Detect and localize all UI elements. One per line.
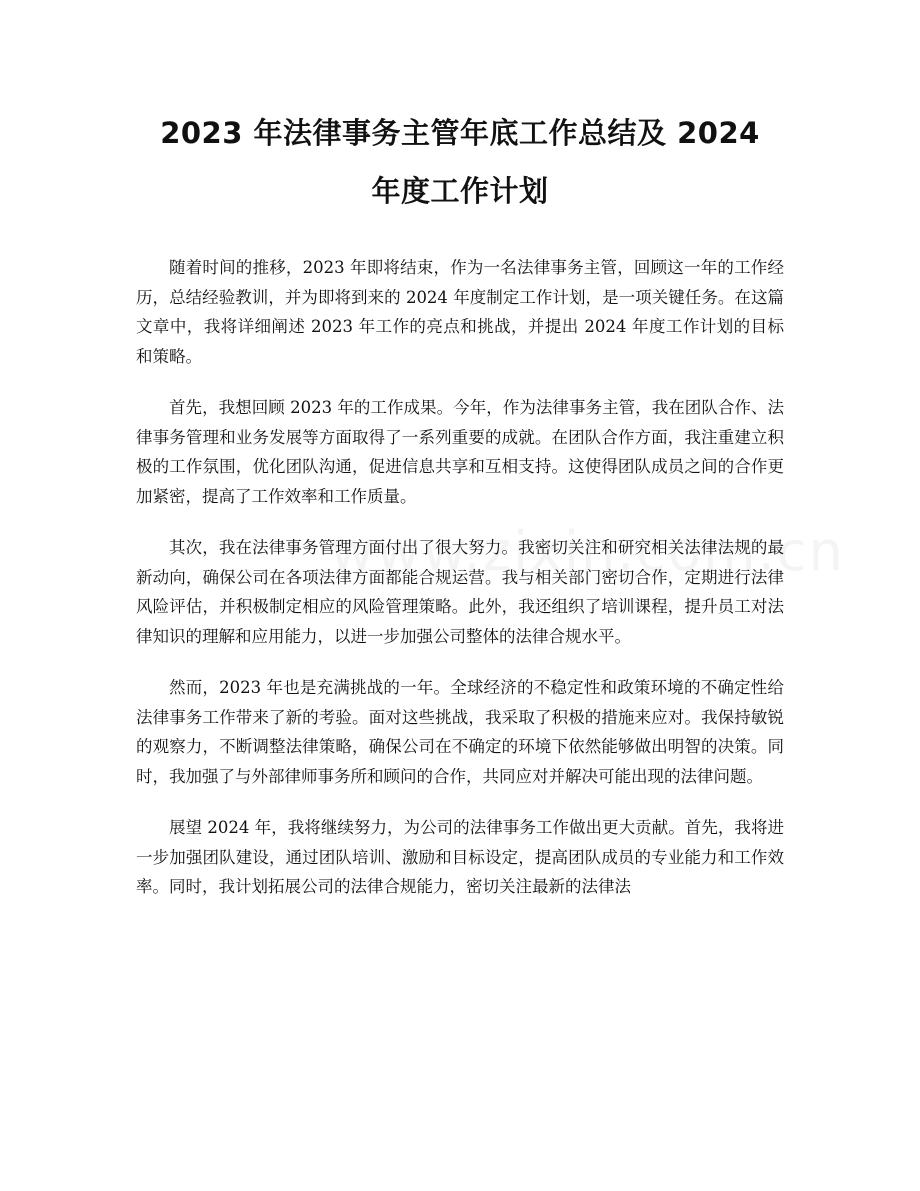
paragraph-challenges: 然而，2023 年也是充满挑战的一年。全球经济的不稳定性和政策环境的不确定性给法律事务工作带来了新的考验。面对这些挑战，我采取了积极的措施来应对。我保持敏锐的观察力，不断调整法律策略，确保公司在不确定的环境下依然能够做出明智的决策。同时，我加强了与外部律师事务所和顾问的合作，共同应对并解决可能出现的法律问题。 — [136, 678, 784, 786]
paragraph-achievements: 首先，我想回顾 2023 年的工作成果。今年，作为法律事务主管，我在团队合作、法律事务管理和业务发展等方面取得了一系列重要的成就。在团队合作方面，我注重建立积极的工作氛围，优化团队沟通，促进信息共享和互相支持。这使得团队成员之间的合作更加紧密，提高了工作效率和工作质量。 — [136, 398, 784, 506]
document-body — [136, 253, 784, 902]
document-title — [136, 104, 784, 220]
paragraph-intro: 随着时间的推移，2023 年即将结束，作为一名法律事务主管，回顾这一年的工作经历，总结经验教训，并为即将到来的 2024 年度制定工作计划，是一项关键任务。在这篇文章中，我将详细阐述 2023 年工作的亮点和挑战，并提出 2024 年度工作计划的目标和策略。 — [136, 258, 784, 366]
title-line-1: 2023 年法律事务主管年底工作总结及 2024 — [160, 116, 760, 150]
title-line-2: 年度工作计划 — [371, 174, 549, 208]
paragraph-legal-management: 其次，我在法律事务管理方面付出了很大努力。我密切关注和研究相关法律法规的最新动向，确保公司在各项法律方面都能合规运营。我与相关部门密切合作，定期进行法律风险评估，并积极制定相应的风险管理策略。此外，我还组织了培训课程，提升员工对法律知识的理解和应用能力，以进一步加强公司整体的法律合规水平。 — [136, 538, 784, 646]
paragraph-outlook-2024: 展望 2024 年，我将继续努力，为公司的法律事务工作做出更大贡献。首先，我将进一步加强团队建设，通过团队培训、激励和目标设定，提高团队成员的专业能力和工作效率。同时，我计划拓展公司的法律合规能力，密切关注最新的法律法 — [136, 818, 784, 896]
